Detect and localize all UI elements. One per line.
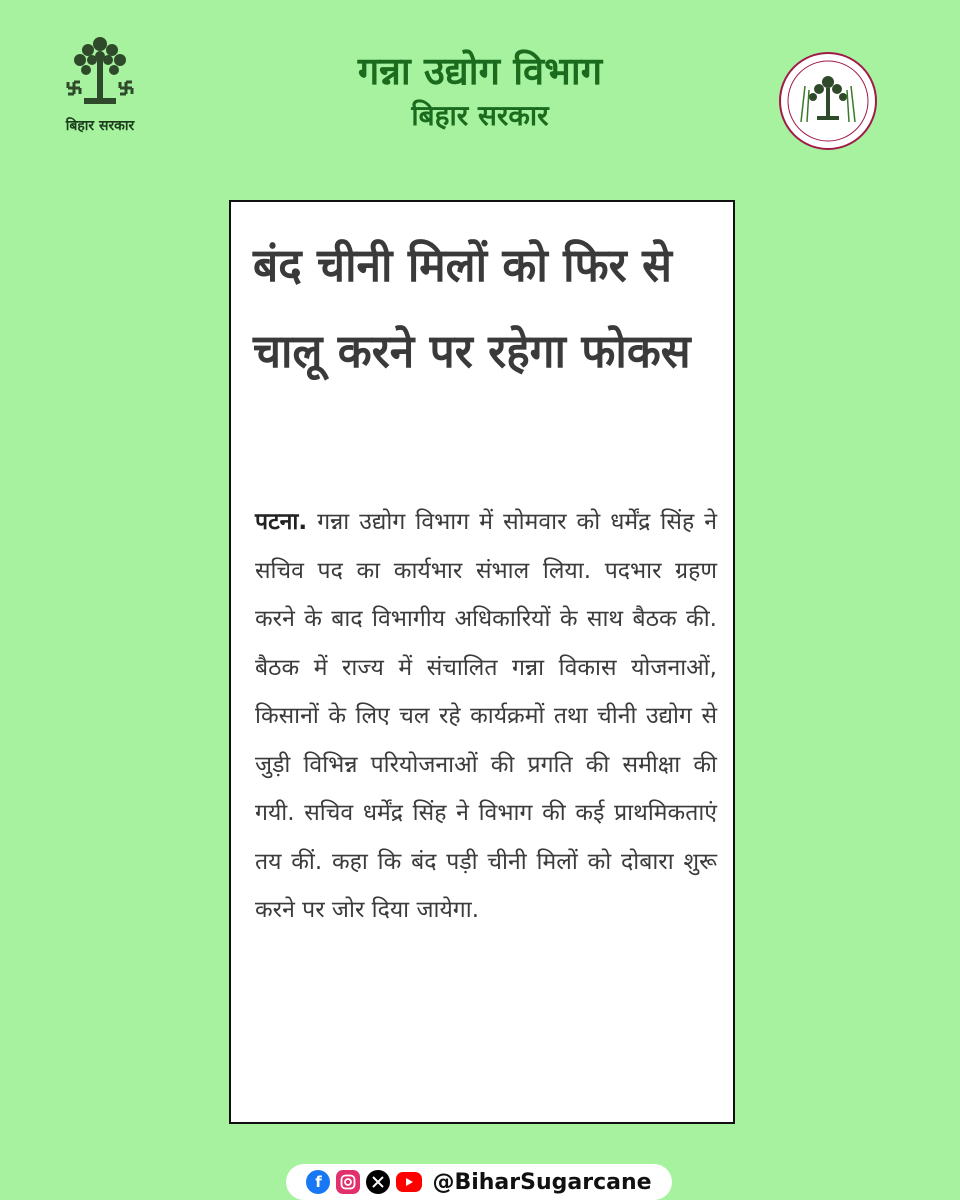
page-subtitle: बिहार सरकार — [411, 99, 549, 132]
department-seal — [779, 52, 877, 150]
youtube-icon[interactable] — [396, 1172, 422, 1192]
social-handle[interactable]: @BiharSugarcane — [432, 1169, 652, 1195]
bihar-govt-emblem — [50, 32, 150, 142]
article-headline: बंद चीनी मिलों को फिर से चालू करने पर रहेगा फोकस — [253, 238, 691, 378]
bodhi-tree-icon — [60, 32, 140, 114]
x-icon[interactable] — [366, 1170, 390, 1194]
article-dateline: पटना. — [255, 509, 308, 535]
instagram-icon[interactable] — [336, 1170, 360, 1194]
page-title: गन्ना उद्योग विभाग — [357, 49, 603, 93]
left-logo-caption: बिहार सरकार — [65, 118, 135, 134]
article-text: गन्ना उद्योग विभाग में सोमवार को धर्मेंद्र सिंह ने सचिव पद का कार्यभार संभाल लिया. पदभार ग्रहण करने के बाद विभागीय अधिकारियों के साथ बैठक की. बैठक में राज्य में संचालित गन्ना विकास योजनाओं, किसानों के लिए चल रहे कार्यक्रमों तथा चीनी उद्योग से जुड़ी विभिन्न परियोजनाओं की प्रगति की समीक्षा की गयी. सचिव धर्मेंद्र सिंह ने विभाग की कई प्राथमिकताएं तय कीं. कहा कि बंद पड़ी चीनी मिलों को दोबारा शुरू करने पर जोर दिया जायेगा. — [255, 509, 717, 923]
facebook-icon[interactable]: f — [306, 1170, 330, 1194]
title-block — [230, 48, 730, 134]
header — [0, 0, 960, 190]
article-body — [255, 498, 717, 935]
social-footer — [286, 1164, 672, 1200]
newspaper-clipping — [229, 200, 735, 1124]
